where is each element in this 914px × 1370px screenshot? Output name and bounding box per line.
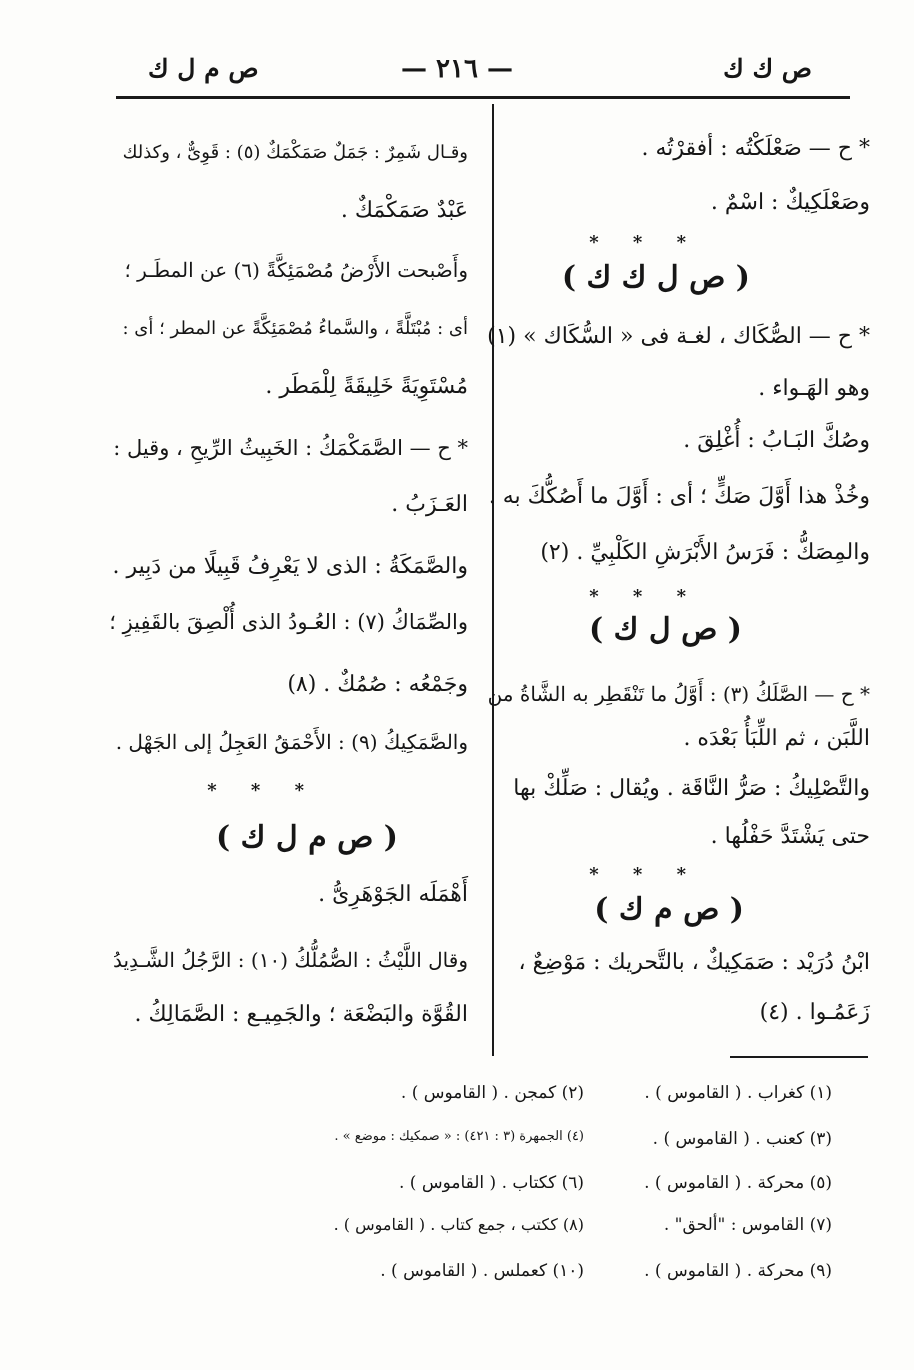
footnote: (١٠) كعملس . ( القاموس ) . bbox=[380, 1261, 584, 1281]
section-separator: * * * bbox=[589, 864, 700, 885]
text-line: * ح — الصَّمَكْمَكُ : الخَبِيثُ الرِّيحِ ، وقيل : bbox=[113, 436, 468, 460]
text-line: * ح — صَعْلَكْتُه : أفقرْتُه . bbox=[641, 136, 870, 161]
text-line: والتَّصْلِيكُ : صَرُّ النَّاقَة . ويُقال : صَلِّكْ بها bbox=[513, 776, 870, 801]
text-line: عَبْدٌ صَمَكْمَكٌ . bbox=[340, 198, 468, 223]
text-line: وصُكَّ البَـابُ : أُغْلِقَ . bbox=[683, 428, 870, 453]
text-line: وأَصْبحت الأَرْضُ مُصْمَئِكَّةً (٦) عن المطَـر ؛ bbox=[124, 258, 468, 282]
footnote: (٨) ككتب ، جمع كتاب . ( القاموس ) . bbox=[333, 1215, 584, 1234]
text-line: والصِّمَاكُ (٧) : العُـودُ الذى أُلْصِقَ بالقَفِيزِ ؛ bbox=[109, 610, 468, 634]
header-rule bbox=[116, 96, 850, 99]
footnotes bbox=[0, 1075, 914, 1305]
text-line: * ح — الصُّكَاك ، لغـة فى « السُّكَاك » (١) bbox=[487, 324, 870, 349]
section-separator: * * * bbox=[589, 232, 700, 253]
footnote: (٩) محركة . ( القاموس ) . bbox=[644, 1261, 832, 1281]
entry-heading: ( ص م ك ) bbox=[594, 892, 744, 927]
text-line: زَعَمُـوا . (٤) bbox=[759, 1000, 870, 1025]
text-line: وجَمْعُه : صُمُكٌ . (٨) bbox=[287, 672, 468, 697]
footnote: (٣) كعنب . ( القاموس ) . bbox=[652, 1129, 832, 1149]
text-line: وهو الهَـواء . bbox=[758, 376, 870, 401]
text-line: * ح — الصَّلَكُ (٣) : أَوَّلُ ما تَنْقَطِر به الشَّاةُ من bbox=[487, 682, 870, 706]
text-line: وقال اللَّيْثُ : الصُّمُلُّكُ (١٠) : الرَّجُلُ الشَّـدِيدُ bbox=[112, 948, 468, 972]
footnote: (٦) ككتاب . ( القاموس ) . bbox=[398, 1173, 584, 1193]
entry-heading: ( ص ل ك ) bbox=[589, 612, 742, 647]
text-line: اللَّبَن ، ثم اللِّبَأُ بَعْدَه . bbox=[683, 726, 870, 751]
text-line: العَـزَبُ . bbox=[391, 492, 468, 517]
section-separator: * * * bbox=[589, 586, 700, 607]
text-line: وقـال شَمِرٌ : جَمَلٌ صَمَكْمَكٌ (٥) : قَوِىٌّ ، وكذلك bbox=[122, 142, 468, 163]
text-line: والمِصَكُّ : فَرَسُ الأَبْرَشِ الكَلْبِيِّ . (٢) bbox=[540, 540, 870, 565]
text-line: القُوَّة والبَضْعَة ؛ والجَمِيـع : الصَّمَالِكُ . bbox=[134, 1002, 468, 1027]
entry-heading: ( ص م ل ك ) bbox=[216, 820, 398, 855]
entry-heading: ( ص ل ك ك ) bbox=[561, 260, 750, 295]
text-line: مُسْتَوِيَةً خَلِيقَةً لِلْمَطَر . bbox=[265, 374, 468, 399]
text-line: وخُذْ هذا أَوَّلَ صَكٍّ ؛ أى : أَوَّلَ ما أَصُكُّكَ به . bbox=[488, 484, 870, 509]
text-line: والصَّمَكِيكُ (٩) : الأَحْمَقُ العَجِلُ إلى الجَهْل . bbox=[115, 730, 468, 754]
text-line: أَهْمَلَه الجَوْهَرِىُّ . bbox=[318, 882, 468, 907]
text-line: وصَعْلَكِيكٌ : اسْمٌ . bbox=[710, 190, 870, 215]
running-head-left: ص م ل ك bbox=[148, 54, 259, 83]
footnote: (٥) محركة . ( القاموس ) . bbox=[644, 1173, 832, 1193]
running-head-right: ص ك ك bbox=[723, 54, 812, 83]
text-line: حتى يَشْتَدَّ حَفْلُها . bbox=[710, 824, 870, 849]
footnote: (٤) الجمهرة (٣ : ٤٢١) : « صمكيك : موضع » . bbox=[334, 1129, 584, 1144]
text-line: ابْنُ دُرَيْد : صَمَكِيكٌ ، بالتَّحريك : مَوْضِعٌ ، bbox=[518, 950, 870, 975]
footnote: (٧) القاموس : "ألحق" . bbox=[663, 1215, 832, 1235]
footnote: (١) كغراب . ( القاموس ) . bbox=[644, 1083, 832, 1103]
page-number: — ٢١٦ — bbox=[400, 54, 514, 84]
footnote-rule bbox=[730, 1056, 868, 1058]
text-line: أى : مُبْتَلَّةً ، والسَّماءُ مُصْمَئِكَّةً عن المطر ؛ أى : bbox=[122, 318, 468, 339]
section-separator: * * * bbox=[207, 780, 318, 801]
column-divider bbox=[492, 104, 494, 1056]
text-line: والصَّمَكَةُ : الذى لا يَعْرِفُ قَبِيلًا من دَبِير . bbox=[112, 554, 468, 579]
footnote: (٢) كمجن . ( القاموس ) . bbox=[400, 1083, 584, 1103]
